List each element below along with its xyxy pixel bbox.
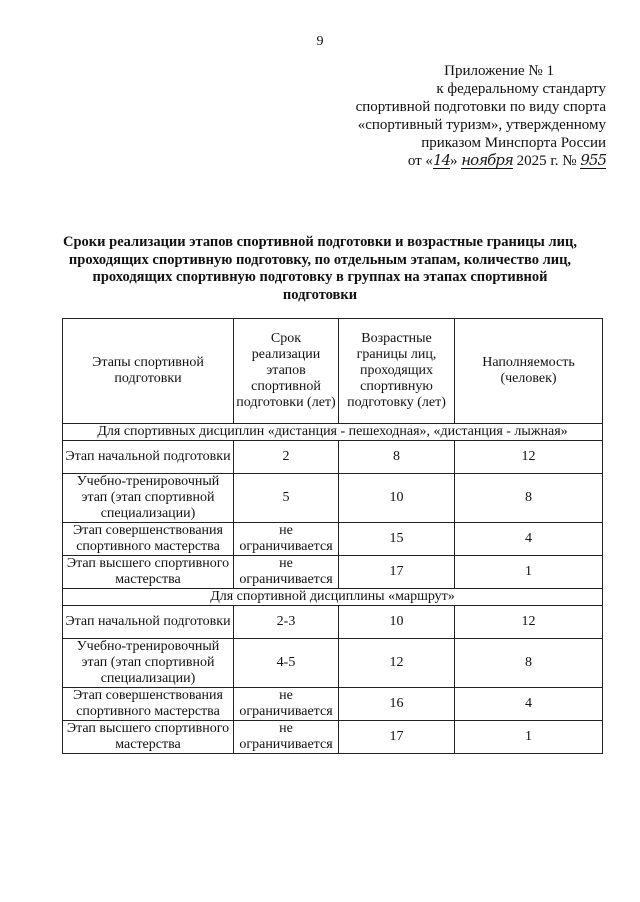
appendix-line: к федеральному стандарту	[436, 81, 606, 97]
term-cell: 2	[234, 441, 339, 474]
age-cell: 17	[339, 556, 455, 589]
table-header-row	[63, 319, 603, 424]
fill-cell: 4	[455, 523, 603, 556]
age-cell: 8	[339, 441, 455, 474]
table-row	[63, 474, 603, 523]
appendix-block	[336, 62, 606, 170]
term-cell: не ограничивается	[234, 523, 339, 556]
fill-cell: 1	[455, 556, 603, 589]
stages-table	[62, 318, 603, 754]
handwritten-day: 14	[432, 151, 451, 169]
handwritten-month: ноября	[461, 151, 513, 169]
handwritten-order-number: 955	[580, 151, 606, 169]
appendix-line: спортивной подготовки по виду спорта	[355, 99, 606, 115]
stage-cell: Этап совершенствования спортивного мастерства	[63, 688, 234, 721]
age-cell: 16	[339, 688, 455, 721]
age-cell: 17	[339, 721, 455, 754]
age-cell: 10	[339, 474, 455, 523]
term-cell: не ограничивается	[234, 721, 339, 754]
stage-cell: Этап совершенствования спортивного мастерства	[63, 523, 234, 556]
header-cell-stage: Этапы спортивной подготовки	[63, 319, 234, 424]
term-cell: 4-5	[234, 639, 339, 688]
stage-cell: Этап высшего спортивного мастерства	[63, 721, 234, 754]
fill-cell: 12	[455, 606, 603, 639]
order-date-line	[336, 152, 606, 170]
table-row	[63, 556, 603, 589]
date-prefix: от «	[407, 153, 433, 169]
stage-cell: Учебно-тренировочный этап (этап спортивной специализации)	[63, 474, 234, 523]
page-number: 9	[316, 34, 324, 49]
fill-cell: 4	[455, 688, 603, 721]
stage-cell: Этап начальной подготовки	[63, 606, 234, 639]
age-cell: 12	[339, 639, 455, 688]
table-row	[63, 523, 603, 556]
table-row	[63, 721, 603, 754]
section-row	[63, 424, 603, 441]
term-cell: не ограничивается	[234, 688, 339, 721]
fill-cell: 8	[455, 639, 603, 688]
header-cell-age: Возрастные границы лиц, проходящих спортивную подготовку (лет)	[339, 319, 455, 424]
fill-cell: 12	[455, 441, 603, 474]
appendix-line: «спортивный туризм», утвержденному	[357, 117, 606, 133]
appendix-title: Приложение № 1	[444, 63, 554, 79]
table-row	[63, 688, 603, 721]
appendix-line: приказом Минспорта России	[421, 135, 606, 151]
term-cell: 5	[234, 474, 339, 523]
year-text: 2025 г. №	[516, 153, 577, 169]
fill-cell: 8	[455, 474, 603, 523]
section-row	[63, 589, 603, 606]
stage-cell: Учебно-тренировочный этап (этап спортивной специализации)	[63, 639, 234, 688]
stage-cell: Этап высшего спортивного мастерства	[63, 556, 234, 589]
age-cell: 15	[339, 523, 455, 556]
table-row	[63, 606, 603, 639]
fill-cell: 1	[455, 721, 603, 754]
term-cell: 2-3	[234, 606, 339, 639]
age-cell: 10	[339, 606, 455, 639]
section-label: Для спортивных дисциплин «дистанция - пешеходная», «дистанция - лыжная»	[63, 424, 603, 441]
term-cell: не ограничивается	[234, 556, 339, 589]
day-suffix: »	[450, 153, 458, 169]
document-title: Сроки реализации этапов спортивной подготовки и возрастные границы лиц, проходящих спортивную подготовку, по отдельным этапам, количество лиц, проходящих спортивную подготовку в группах на этапах спортивной подготовки	[63, 234, 577, 303]
header-cell-term: Срок реализации этапов спортивной подготовки (лет)	[234, 319, 339, 424]
stage-cell: Этап начальной подготовки	[63, 441, 234, 474]
table-row	[63, 639, 603, 688]
table-row	[63, 441, 603, 474]
header-cell-fill: Наполняемость (человек)	[455, 319, 603, 424]
section-label: Для спортивной дисциплины «маршрут»	[63, 589, 603, 606]
